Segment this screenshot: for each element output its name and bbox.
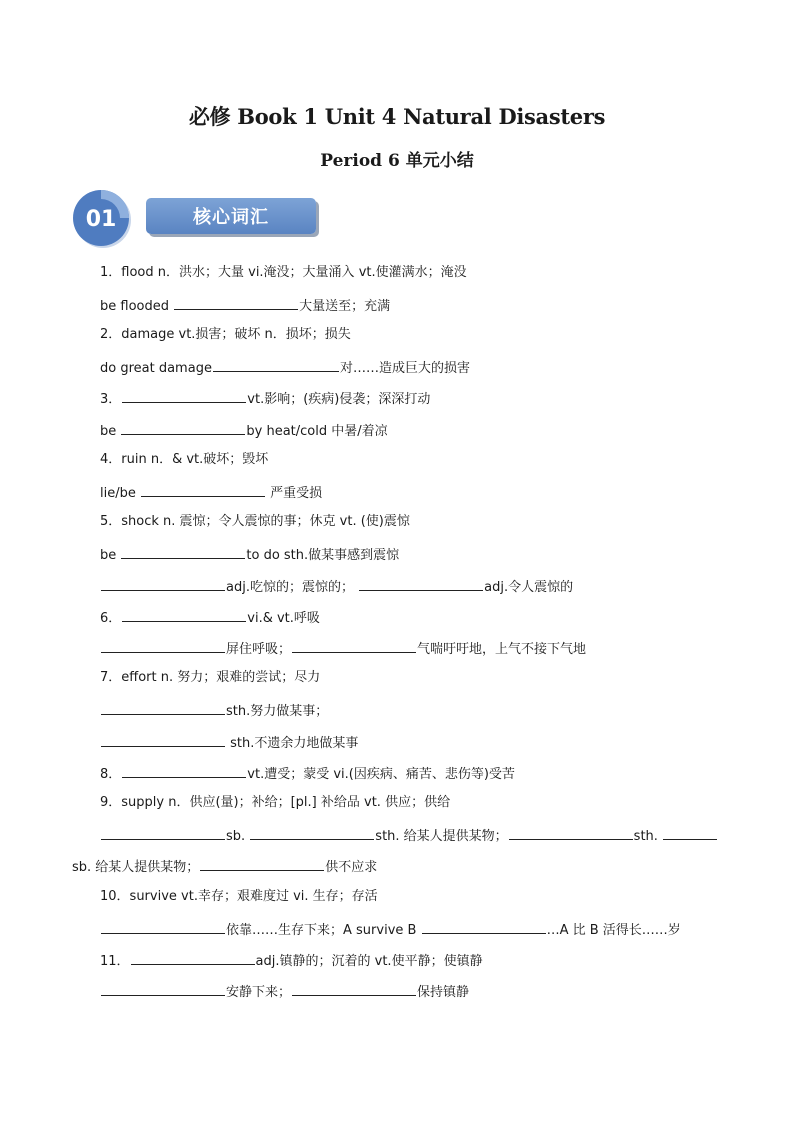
vocab-text: do great damage <box>100 361 212 376</box>
fill-in-blank[interactable] <box>141 482 265 497</box>
fill-in-blank[interactable] <box>122 763 246 778</box>
section-badge <box>70 188 330 250</box>
vocab-text: 3． <box>100 392 122 407</box>
vocab-text: be <box>100 424 121 439</box>
vocab-line <box>100 732 358 753</box>
vocab-text: 1．flood n．洪水；大量 vi.淹没；大量涌入 vt.使灌满水；淹没 <box>100 265 467 280</box>
fill-in-blank[interactable] <box>200 856 324 871</box>
fill-in-blank[interactable] <box>121 544 245 559</box>
vocab-text: 大量送至；充满 <box>299 299 391 314</box>
vocab-line <box>100 794 450 812</box>
document-title: 必修 Book 1 Unit 4 Natural Disasters <box>188 104 606 129</box>
vocab-line <box>100 264 467 282</box>
vocab-text: 7．effort n. 努力；艰难的尝试；尽力 <box>100 670 321 685</box>
vocab-text: adj.镇静的；沉着的 vt.使平静；使镇静 <box>255 954 483 969</box>
vocab-text: be flooded <box>100 299 174 314</box>
vocab-line <box>100 326 351 344</box>
vocab-line <box>100 388 430 409</box>
vocab-line <box>100 825 718 846</box>
fill-in-blank[interactable] <box>663 825 717 840</box>
vocab-text: 对……造成巨大的损害 <box>339 361 470 376</box>
vocab-line <box>100 357 470 378</box>
fill-in-blank[interactable] <box>101 825 225 840</box>
vocab-line <box>100 950 483 971</box>
vocab-text: adj.吃惊的；震惊的； <box>226 580 359 595</box>
fill-in-blank[interactable] <box>101 981 225 996</box>
fill-in-blank[interactable] <box>101 732 225 747</box>
vocab-text: 8． <box>100 767 122 782</box>
vocab-line <box>100 981 469 1002</box>
vocab-text: sth.不遗余力地做某事 <box>226 736 359 751</box>
vocab-text: adj.令人震惊的 <box>484 580 574 595</box>
vocab-text: vt.遭受；蒙受 vi.(因疾病、痛苦、悲伤等)受苦 <box>247 767 515 782</box>
vocab-text: 依靠……生存下来；A survive B <box>226 923 421 938</box>
section-label: 核心词汇 <box>146 198 316 234</box>
vocab-text: sth.努力做某事； <box>226 704 329 719</box>
fill-in-blank[interactable] <box>292 981 416 996</box>
vocab-line <box>100 544 399 565</box>
vocab-line <box>100 607 320 628</box>
vocab-text: 10．survive vt.幸存；艰难度过 vi. 生存；存活 <box>100 889 378 904</box>
fill-in-blank[interactable] <box>422 919 546 934</box>
fill-in-blank[interactable] <box>101 919 225 934</box>
vocab-text: 4．ruin n．& vt.破坏；毁坏 <box>100 452 269 467</box>
fill-in-blank[interactable] <box>292 638 416 653</box>
vocab-line <box>100 451 268 469</box>
vocab-line <box>100 919 681 940</box>
fill-in-blank[interactable] <box>122 388 246 403</box>
vocab-text: 2．damage vt.损害；破坏 n．损坏；损失 <box>100 327 351 342</box>
vocab-line <box>100 888 378 906</box>
vocab-line <box>100 513 410 531</box>
vocab-text: 保持镇静 <box>417 985 470 1000</box>
vocab-text: to do sth.做某事感到震惊 <box>246 548 400 563</box>
vocab-line <box>72 856 377 877</box>
vocab-text: 气喘吁吁地，上气不接下气地 <box>417 642 587 657</box>
fill-in-blank[interactable] <box>213 357 339 372</box>
vocab-text: by heat/cold 中暑/着凉 <box>246 424 388 439</box>
fill-in-blank[interactable] <box>122 607 246 622</box>
vocab-text: vt.影响；(疾病)侵袭；深深打动 <box>247 392 431 407</box>
vocab-line <box>100 295 390 316</box>
vocab-line <box>100 669 320 687</box>
vocab-line <box>100 638 586 659</box>
fill-in-blank[interactable] <box>101 576 225 591</box>
vocab-line <box>100 700 328 721</box>
vocab-line <box>100 576 573 597</box>
fill-in-blank[interactable] <box>101 700 225 715</box>
fill-in-blank[interactable] <box>250 825 374 840</box>
vocab-line <box>100 482 322 503</box>
vocab-text: sth. <box>633 829 663 844</box>
document-subtitle: Period 6 单元小结 <box>320 151 474 171</box>
vocab-text: 6． <box>100 611 122 626</box>
vocab-text: 5．shock n. 震惊；令人震惊的事；休克 vt. (使)震惊 <box>100 514 410 529</box>
vocab-text: sb. 给某人提供某物； <box>72 860 200 875</box>
vocab-text: 供不应求 <box>325 860 378 875</box>
vocab-text: 9．supply n．供应(量)；补给；[pl.] 补给品 vt. 供应；供给 <box>100 795 451 810</box>
vocab-text: vi.& vt.呼吸 <box>247 611 320 626</box>
vocab-line <box>100 420 388 441</box>
vocab-text: sth. 给某人提供某物； <box>375 829 508 844</box>
fill-in-blank[interactable] <box>131 950 255 965</box>
vocab-text: be <box>100 548 121 563</box>
vocab-text: 11． <box>100 954 130 969</box>
section-number-badge-icon <box>70 188 132 250</box>
fill-in-blank[interactable] <box>101 638 225 653</box>
fill-in-blank[interactable] <box>359 576 483 591</box>
vocab-text: 安静下来； <box>226 985 292 1000</box>
section-number: 01 <box>85 207 117 232</box>
fill-in-blank[interactable] <box>121 420 245 435</box>
vocab-text: 屏住呼吸； <box>226 642 292 657</box>
vocab-text: …A 比 B 活得长……岁 <box>546 923 681 938</box>
vocab-text: 严重受损 <box>265 486 323 501</box>
vocab-line <box>100 763 515 784</box>
fill-in-blank[interactable] <box>509 825 633 840</box>
fill-in-blank[interactable] <box>174 295 298 310</box>
vocab-text: lie/be <box>100 486 140 501</box>
vocab-text: sb. <box>226 829 250 844</box>
